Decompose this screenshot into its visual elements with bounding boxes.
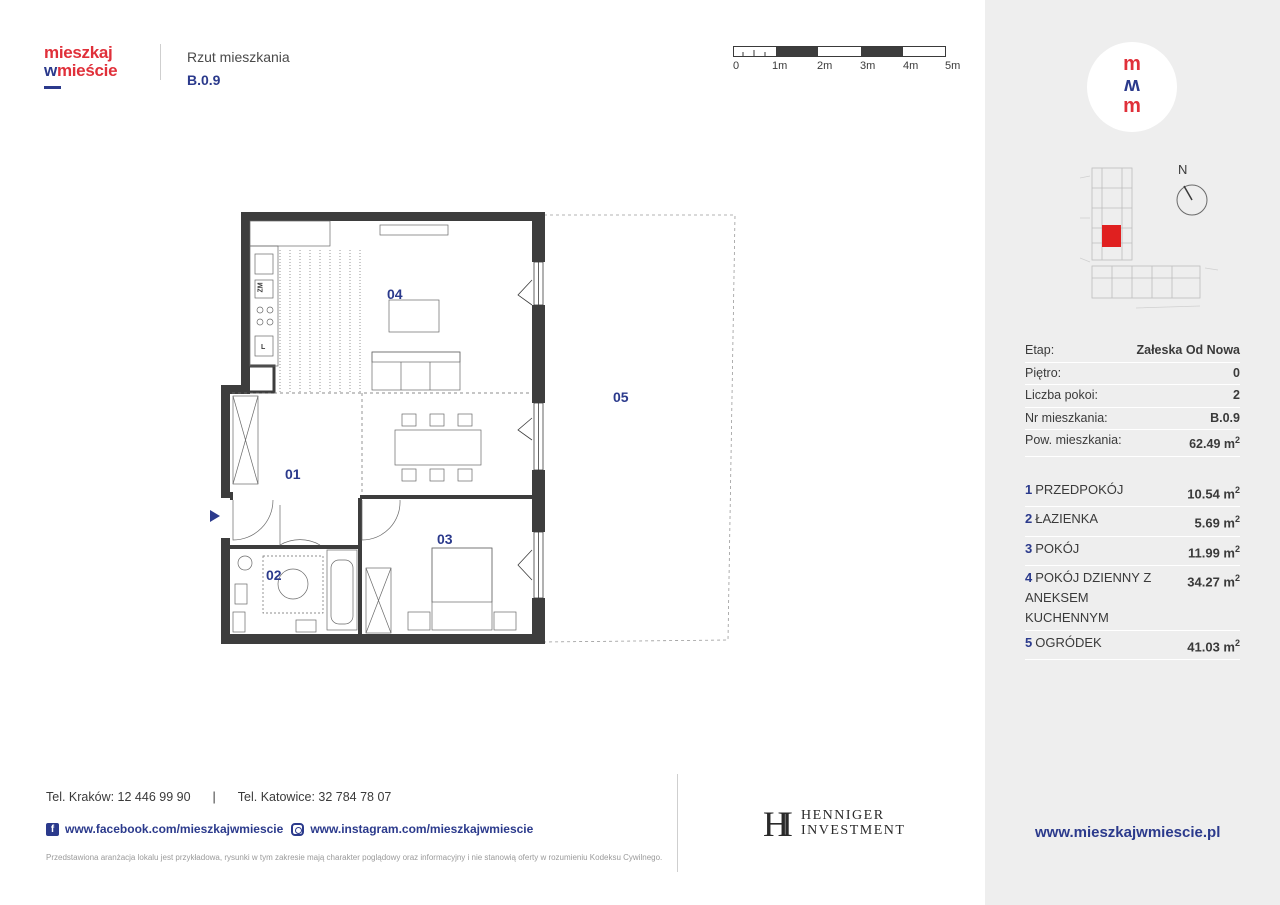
facebook-link[interactable]: www.facebook.com/mieszkajwmiescie <box>65 822 284 836</box>
room-num: 5 <box>1025 634 1033 650</box>
henniger-mark: HI <box>763 804 785 844</box>
scale-label: 5m <box>945 60 961 72</box>
room-label-04: 04 <box>387 286 403 302</box>
social-links <box>46 822 533 836</box>
room-name: POKÓJ DZIENNY Z ANEKSEM KUCHENNYM <box>1025 569 1152 625</box>
info-value: 2 <box>1233 388 1240 403</box>
header-divider <box>160 44 161 80</box>
room-num: 4 <box>1025 569 1033 585</box>
contact-phones <box>46 790 391 804</box>
room-name: POKÓJ <box>1035 540 1080 556</box>
room-label-02: 02 <box>266 567 282 583</box>
room-sup: 2 <box>1234 572 1240 583</box>
website-link[interactable]: www.mieszkajwmiescie.pl <box>1035 824 1221 841</box>
phone-katowice[interactable]: Tel. Katowice: 32 784 78 07 <box>237 790 392 804</box>
info-sidebar <box>985 0 1280 905</box>
scale-label: 3m <box>860 60 876 72</box>
room-num: 1 <box>1025 482 1033 497</box>
instagram-icon <box>291 823 304 836</box>
room-row <box>1025 478 1240 507</box>
floor-plan <box>200 205 760 655</box>
room-sup: 2 <box>1234 637 1240 648</box>
room-num: 2 <box>1025 511 1033 527</box>
room-row <box>1025 537 1240 566</box>
scale-bar <box>733 44 946 58</box>
phone-divider: | <box>212 790 216 804</box>
mwm-logo-top: m <box>1123 53 1141 75</box>
apartment-info <box>1025 340 1240 457</box>
henniger-investment-logo <box>763 805 908 845</box>
info-value: 62.49 m <box>1189 437 1235 452</box>
info-value: B.0.9 <box>1210 410 1240 425</box>
mwm-logo <box>1087 42 1177 132</box>
room-row <box>1025 566 1240 631</box>
info-row-area <box>1025 430 1240 457</box>
appliance-label-zm: ZM <box>257 282 265 293</box>
room-sup: 2 <box>1234 485 1240 495</box>
scale-label: 0 <box>733 60 740 72</box>
phone-krakow[interactable]: Tel. Kraków: 12 446 99 90 <box>46 790 191 804</box>
partner-line-1: HENNIGER <box>801 808 885 823</box>
room-label-03: 03 <box>437 531 453 547</box>
info-value: 0 <box>1233 365 1240 380</box>
mwm-logo-bot: m <box>1123 95 1141 117</box>
mwm-logo-mid: w <box>1124 75 1140 97</box>
logo-line-1: mieszkaj <box>44 43 113 62</box>
logo-w: w <box>44 61 57 80</box>
room-sup: 2 <box>1234 514 1240 525</box>
info-row-stage <box>1025 340 1240 363</box>
room-area: 34.27 m <box>1187 574 1235 590</box>
room-area: 5.69 m <box>1194 515 1235 531</box>
instagram-link[interactable]: www.instagram.com/mieszkajwmiescie <box>310 822 534 836</box>
room-label-01: 01 <box>285 466 301 482</box>
room-num: 3 <box>1025 540 1033 556</box>
facebook-icon: f <box>46 823 59 836</box>
info-row-floor <box>1025 363 1240 386</box>
logo-underline <box>44 86 61 89</box>
scale-label: 4m <box>903 60 919 72</box>
partner-line-2: INVESTMENT <box>801 823 906 838</box>
room-label-05: 05 <box>613 389 629 405</box>
room-row <box>1025 631 1240 660</box>
logo-line-2: mieście <box>56 61 118 80</box>
info-row-number <box>1025 408 1240 431</box>
info-value: Załeska Od Nowa <box>1136 343 1240 357</box>
room-area: 41.03 m <box>1187 639 1235 655</box>
footer-divider <box>677 774 678 872</box>
room-row <box>1025 507 1240 536</box>
room-area: 10.54 m <box>1187 486 1235 502</box>
room-list <box>1025 478 1240 660</box>
room-name: PRZEDPOKÓJ <box>1035 482 1124 497</box>
building-location-map <box>1080 158 1220 318</box>
room-sup: 2 <box>1234 543 1240 554</box>
appliance-label-l: L <box>261 344 266 351</box>
room-name: OGRÓDEK <box>1035 634 1102 650</box>
info-label: Etap: <box>1025 343 1055 357</box>
info-label: Piętro: <box>1025 365 1062 380</box>
info-sup: 2 <box>1234 435 1240 446</box>
info-label: Liczba pokoi: <box>1025 388 1098 403</box>
room-area: 11.99 m <box>1187 544 1235 560</box>
info-label: Nr mieszkania: <box>1025 410 1108 425</box>
scale-label: 1m <box>772 60 788 72</box>
page-title: Rzut mieszkania <box>187 49 290 65</box>
info-row-rooms <box>1025 385 1240 408</box>
room-name: ŁAZIENKA <box>1035 511 1099 527</box>
apartment-code: B.0.9 <box>187 72 221 88</box>
info-label: Pow. mieszkania: <box>1025 433 1122 448</box>
compass-label: N <box>1178 162 1188 177</box>
scale-label: 2m <box>817 60 833 72</box>
brand-logo[interactable] <box>44 44 117 80</box>
disclaimer: Przedstawiona aranżacja lokalu jest przykładowa, rysunki w tym zakresie mają charakter poglądowy oraz informacyjny i nie stanowią oferty w rozumieniu Kodeksu Cywilnego. <box>46 853 663 862</box>
